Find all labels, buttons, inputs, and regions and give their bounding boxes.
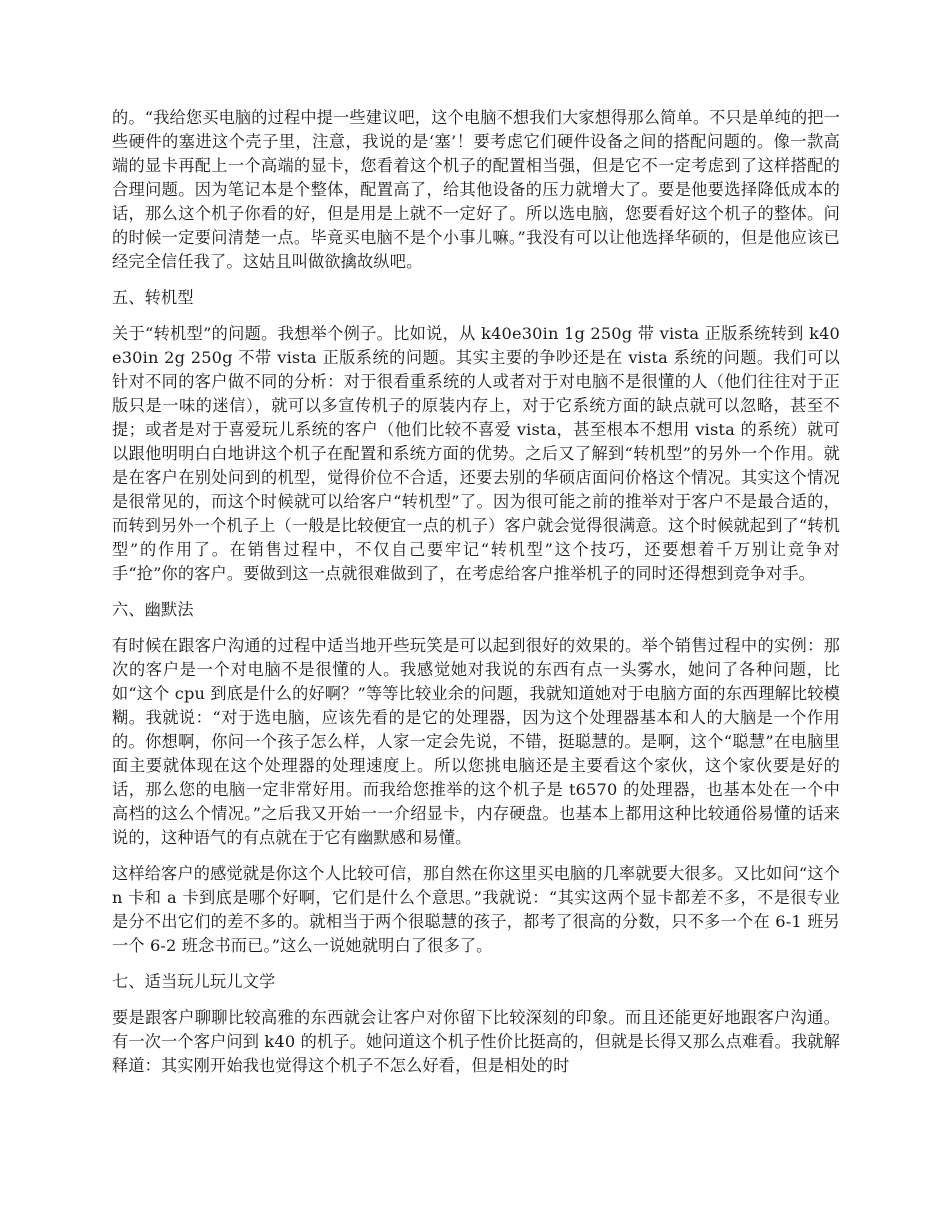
paragraph-intro: 的。“我给您买电脑的过程中提一些建议吧，这个电脑不想我们大家想得那么简单。不只是单纯的把一些硬件的塞进这个壳子里，注意，我说的是‘塞’！要考虑它们硬件设备之间的搭配问题的。像一款高端的显卡再配上一个高端的显卡，您看着这个机子的配置相当强，但是它不一定考虑到了这样搭配的合理问题。因为笔记本是个整体，配置高了，给其他设备的压力就增大了。要是他要选择降低成本的话，那么这个机子你看的好，但是用是上就不一定好了。所以选电脑，您要看好这个机子的整体。问的时候一定要问清楚一点。毕竟买电脑不是个小事儿嘛。”我没有可以让他选择华硕的，但是他应该已经完全信任我了。这姑且叫做欲擒故纵吧。 bbox=[112, 108, 840, 271]
section-heading-6: 六、幽默法 bbox=[112, 600, 194, 619]
paragraph-literature: 要是跟客户聊聊比较高雅的东西就会让客户对你留下比较深刻的印象。而且还能更好地跟客户沟通。有一次一个客户问到 k40 的机子。她问道这个机子性价比挺高的，但就是长得又那么点难看。我就解释道：其实刚开始我也觉得这个机子不怎么好看，但是相处的时 bbox=[112, 1008, 840, 1075]
paragraph-humor-1: 有时候在跟客户沟通的过程中适当地开些玩笑是可以起到很好的效果的。举个销售过程中的实例：那次的客户是一个对电脑不是很懂的人。我感觉她对我说的东西有点一头雾水，她问了各种问题，比如“这个 cpu 到底是什么的好啊？”等等比较业余的问题，我就知道她对于电脑方面的东西理解比较模糊。我就说：“对于选电脑，应该先看的是它的处理器，因为这个处理器基本和人的大脑是一个作用的。你想啊，你问一个孩子怎么样，人家一定会先说，不错，挺聪慧的。是啊，这个“聪慧”在电脑里面主要就体现在这个处理器的处理速度上。所以您挑电脑还是主要看这个家伙，这个家伙要是好的话，那么您的电脑一定非常好用。而我给您推举的这个机子是 t6570 的处理器，也基本处在一个中高档的这么个情况。”之后我又开始一一介绍显卡，内存硬盘。也基本上都用这种比较通俗易懂的话来说的，这种语气的有点就在于它有幽默感和易懂。 bbox=[112, 636, 840, 847]
section-heading-7: 七、适当玩儿玩儿文学 bbox=[112, 972, 276, 991]
paragraph-humor-2: 这样给客户的感觉就是你这个人比较可信，那自然在你这里买电脑的几率就要大很多。又比如问“这个 n 卡和 a 卡到底是哪个好啊，它们是什么个意思。”我就说：“其实这两个显卡都差不多，不是很专业是分不出它们的差不多的。就相当于两个很聪慧的孩子，都考了很高的分数，只不多一个在 6-1 班另一个 6-2 班念书而已。”这么一说她就明白了很多了。 bbox=[112, 864, 840, 955]
paragraph-switch-model: 关于“转机型”的问题。我想举个例子。比如说，从 k40e30in 1g 250g 带 vista 正版系统转到 k40e30in 2g 250g 不带 vista 正版系统的问题。其实主要的争吵还是在 vista 系统的问题。我们可以针对不同的客户做不同的分析：对于很看重系统的人或者对于对电脑不是很懂的人（他们往往对于正版只是一味的迷信），就可以多宣传机子的原装内存上，对于它系统方面的缺点就可以忽略，甚至不提；或者是对于喜爱玩儿系统的客户（他们比较不喜爱 vista，甚至根本不想用 vista 的系统）就可以跟他明明白白地讲这个机子在配置和系统方面的优势。之后又了解到“转机型”的另外一个作用。就是在客户在别处问到的机型，觉得价位不合适，还要去别的华硕店面问价格这个情况。其实这个情况是很常见的，而这个时候就可以给客户“转机型”了。因为很可能之前的推举对于客户不是最合适的，而转到另外一个机子上（一般是比较便宜一点的机子）客户就会觉得很满意。这个时候就起到了“转机型”的作用了。在销售过程中，不仅自己要牢记“转机型”这个技巧，还要想着千万别让竞争对手“抢”你的客户。要做到这一点就很难做到了，在考虑给客户推举机子的同时还得想到竞争对手。 bbox=[112, 324, 840, 583]
section-heading-5: 五、转机型 bbox=[112, 288, 194, 307]
document-page bbox=[112, 106, 840, 1090]
